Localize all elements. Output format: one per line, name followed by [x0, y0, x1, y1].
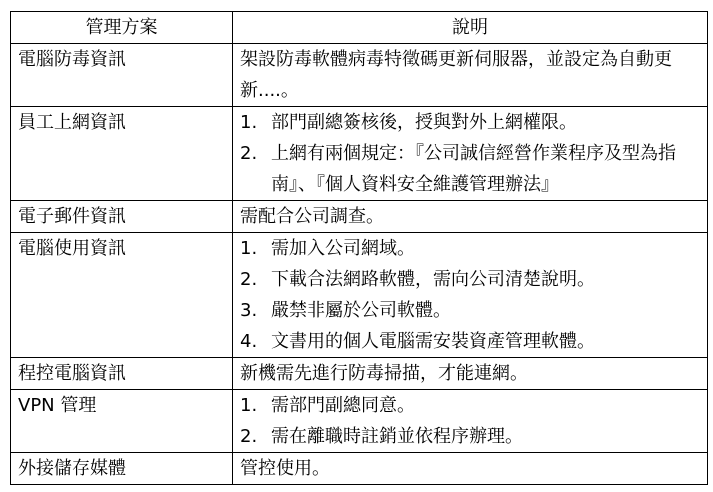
list-item — [240, 421, 700, 452]
row-description — [233, 201, 708, 233]
list-number: 1. — [240, 112, 258, 133]
list-item — [240, 138, 700, 200]
policy-table — [10, 11, 708, 485]
row-description — [233, 453, 708, 485]
list-item — [240, 264, 700, 295]
header-row — [11, 12, 708, 44]
list-number: 1. — [240, 395, 258, 416]
row-description — [233, 358, 708, 390]
row-description — [233, 390, 708, 453]
header-management-plan: 管理方案 — [11, 12, 233, 44]
table-row — [11, 44, 708, 107]
numbered-list — [240, 107, 700, 200]
row-item-label: 員工上網資訊 — [11, 107, 233, 201]
list-item-text: 部門副總簽核後，授與對外上網權限。 — [271, 112, 577, 133]
list-item — [240, 107, 700, 138]
numbered-list — [240, 390, 700, 452]
description-text: 需配合公司調查。 — [240, 206, 384, 227]
list-item — [240, 390, 700, 421]
table-row — [11, 107, 708, 201]
row-item-label: 電腦防毒資訊 — [11, 44, 233, 107]
header-description: 說明 — [233, 12, 708, 44]
table-row — [11, 453, 708, 485]
description-text: 新機需先進行防毒掃描，才能連網。 — [240, 363, 528, 384]
table-row — [11, 233, 708, 358]
list-number: 1. — [240, 238, 258, 259]
row-item-label: 外接儲存媒體 — [11, 453, 233, 485]
list-number: 2. — [240, 143, 258, 164]
list-number: 3. — [240, 300, 258, 321]
list-number: 4. — [240, 331, 258, 352]
list-item — [240, 326, 700, 357]
list-item — [240, 233, 700, 264]
list-item-text: 需部門副總同意。 — [271, 395, 415, 416]
table-row — [11, 390, 708, 453]
list-item-text: 上網有兩個規定：『公司誠信經營作業程序及型為指南』、『個人資料安全維護管理辦法』 — [271, 143, 676, 195]
list-item-text: 下載合法網路軟體，需向公司清楚說明。 — [271, 269, 595, 290]
list-item — [240, 295, 700, 326]
row-item-label: 電腦使用資訊 — [11, 233, 233, 358]
list-item-text: 嚴禁非屬於公司軟體。 — [271, 300, 451, 321]
row-item-label: 程控電腦資訊 — [11, 358, 233, 390]
table-row — [11, 201, 708, 233]
list-item-text: 需在離職時註銷並依程序辦理。 — [271, 426, 523, 447]
description-text: 管控使用。 — [240, 458, 330, 479]
row-description — [233, 44, 708, 107]
description-text: 架設防毒軟體病毒特徵碼更新伺服器，並設定為自動更新....。 — [240, 49, 672, 101]
row-item-label: VPN 管理 — [11, 390, 233, 453]
numbered-list — [240, 233, 700, 357]
list-number: 2. — [240, 426, 258, 447]
row-description — [233, 107, 708, 201]
row-item-label: 電子郵件資訊 — [11, 201, 233, 233]
list-number: 2. — [240, 269, 258, 290]
table-row — [11, 358, 708, 390]
list-item-text: 需加入公司網域。 — [271, 238, 415, 259]
row-description — [233, 233, 708, 358]
list-item-text: 文書用的個人電腦需安裝資產管理軟體。 — [271, 331, 595, 352]
